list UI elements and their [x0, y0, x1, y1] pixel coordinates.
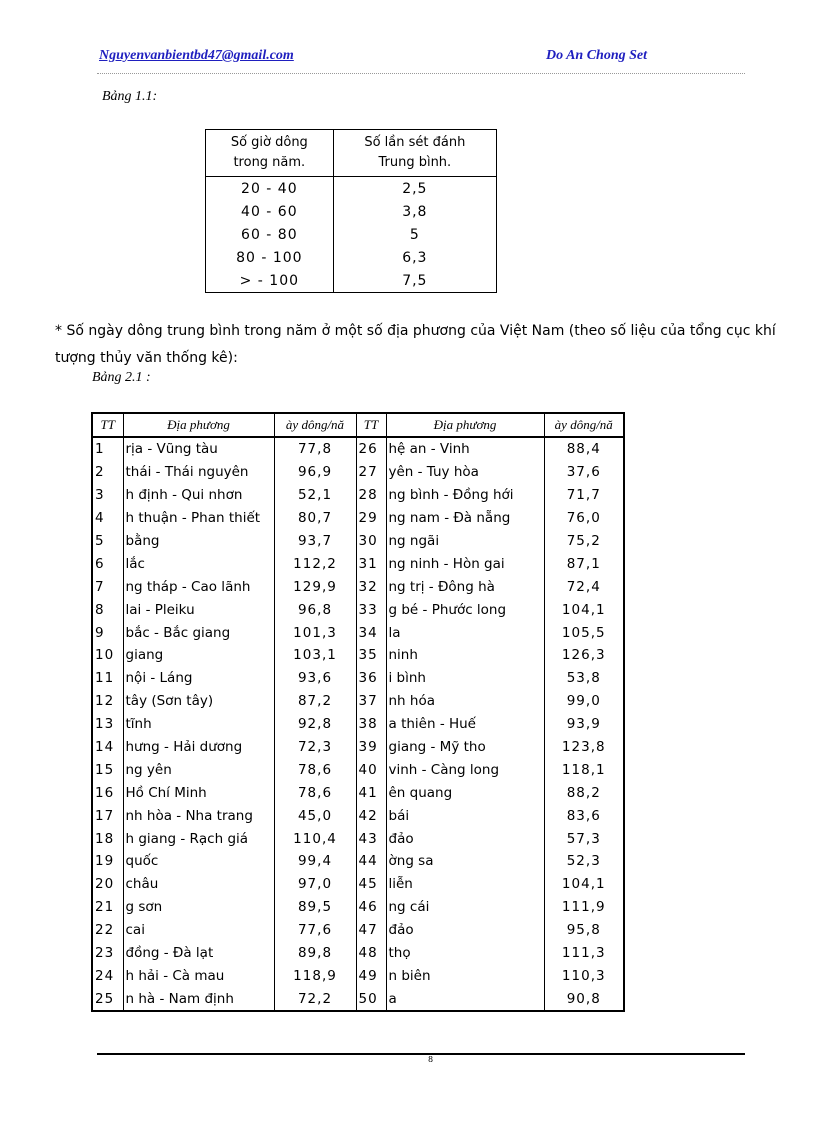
- storm-days-cell: 88,2: [544, 781, 624, 804]
- index-cell: 3: [92, 484, 123, 507]
- location-cell: g bé - Phước long: [386, 598, 544, 621]
- location-cell: ng tháp - Cao lãnh: [123, 575, 274, 598]
- location-cell: yên - Tuy hòa: [386, 461, 544, 484]
- location-cell: a: [386, 987, 544, 1011]
- location-cell: rịa - Vũng tàu: [123, 437, 274, 461]
- index-cell: 32: [356, 575, 386, 598]
- index-cell: 22: [92, 919, 123, 942]
- location-cell: ng bình - Đồng hới: [386, 484, 544, 507]
- location-cell: bằng: [123, 530, 274, 553]
- storm-days-cell: 90,8: [544, 987, 624, 1011]
- index-cell: 31: [356, 552, 386, 575]
- storm-days-cell: 77,6: [274, 919, 356, 942]
- storm-days-cell: 88,4: [544, 437, 624, 461]
- location-cell: i bình: [386, 667, 544, 690]
- location-cell: ng cái: [386, 896, 544, 919]
- table1-header-strikes: Số lần sét đánh Trung bình.: [333, 130, 496, 177]
- storm-days-cell: 112,2: [274, 552, 356, 575]
- strike-count-cell: 7,5: [333, 269, 496, 293]
- index-cell: 40: [356, 758, 386, 781]
- index-cell: 18: [92, 827, 123, 850]
- location-cell: ng yên: [123, 758, 274, 781]
- table-row: [206, 269, 497, 293]
- table-row: [92, 713, 624, 736]
- table-row: [92, 804, 624, 827]
- index-cell: 28: [356, 484, 386, 507]
- location-cell: châu: [123, 873, 274, 896]
- location-cell: nội - Láng: [123, 667, 274, 690]
- index-cell: 49: [356, 964, 386, 987]
- storm-days-cell: 118,9: [274, 964, 356, 987]
- table-row: [92, 667, 624, 690]
- table-row: [206, 246, 497, 269]
- storm-days-cell: 92,8: [274, 713, 356, 736]
- table-row: [206, 177, 497, 201]
- storm-days-cell: 93,7: [274, 530, 356, 553]
- location-cell: giang - Mỹ tho: [386, 736, 544, 759]
- index-cell: 6: [92, 552, 123, 575]
- location-cell: cai: [123, 919, 274, 942]
- table2-header-tt-right: TT: [356, 413, 386, 437]
- index-cell: 4: [92, 507, 123, 530]
- location-cell: ng ninh - Hòn gai: [386, 552, 544, 575]
- storm-days-cell: 111,3: [544, 942, 624, 965]
- location-cell: lai - Pleiku: [123, 598, 274, 621]
- index-cell: 14: [92, 736, 123, 759]
- footer-divider: [97, 1053, 745, 1055]
- storm-days-cell: 103,1: [274, 644, 356, 667]
- table-row: [92, 758, 624, 781]
- hours-range-cell: 20 - 40: [206, 177, 334, 201]
- index-cell: 24: [92, 964, 123, 987]
- index-cell: 46: [356, 896, 386, 919]
- storm-days-cell: 89,8: [274, 942, 356, 965]
- index-cell: 19: [92, 850, 123, 873]
- storm-days-cell: 89,5: [274, 896, 356, 919]
- storm-days-cell: 52,3: [544, 850, 624, 873]
- storm-days-cell: 87,1: [544, 552, 624, 575]
- table2-header-tt-left: TT: [92, 413, 123, 437]
- location-cell: hệ an - Vinh: [386, 437, 544, 461]
- storm-days-cell: 71,7: [544, 484, 624, 507]
- storm-days-cell: 129,9: [274, 575, 356, 598]
- storm-days-cell: 110,3: [544, 964, 624, 987]
- thunderstorm-hours-table: [205, 129, 497, 293]
- index-cell: 33: [356, 598, 386, 621]
- table2-header-place-right: Địa phương: [386, 413, 544, 437]
- index-cell: 26: [356, 437, 386, 461]
- index-cell: 12: [92, 690, 123, 713]
- storm-days-cell: 87,2: [274, 690, 356, 713]
- location-cell: a thiên - Huế: [386, 713, 544, 736]
- storm-days-cell: 123,8: [544, 736, 624, 759]
- table-row: [92, 919, 624, 942]
- storm-days-cell: 80,7: [274, 507, 356, 530]
- location-cell: đảo: [386, 919, 544, 942]
- location-cell: h thuận - Phan thiết: [123, 507, 274, 530]
- index-cell: 21: [92, 896, 123, 919]
- hours-range-cell: > - 100: [206, 269, 334, 293]
- index-cell: 9: [92, 621, 123, 644]
- thunderstorm-days-table: [91, 412, 625, 1012]
- index-cell: 20: [92, 873, 123, 896]
- index-cell: 10: [92, 644, 123, 667]
- storm-days-cell: 72,4: [544, 575, 624, 598]
- table2-header-days-right: ày dông/nă: [544, 413, 624, 437]
- storm-days-cell: 78,6: [274, 758, 356, 781]
- storm-days-cell: 77,8: [274, 437, 356, 461]
- location-cell: vinh - Càng long: [386, 758, 544, 781]
- location-cell: ng nam - Đà nẵng: [386, 507, 544, 530]
- storm-days-cell: 75,2: [544, 530, 624, 553]
- table-row: [92, 850, 624, 873]
- storm-days-cell: 105,5: [544, 621, 624, 644]
- storm-days-cell: 37,6: [544, 461, 624, 484]
- location-cell: ờng sa: [386, 850, 544, 873]
- header-email-link[interactable]: Nguyenvanbientbd47@gmail.com: [99, 48, 294, 63]
- table-row: [92, 690, 624, 713]
- table-row: [92, 873, 624, 896]
- table-row: [92, 552, 624, 575]
- index-cell: 8: [92, 598, 123, 621]
- storm-days-cell: 72,2: [274, 987, 356, 1011]
- index-cell: 30: [356, 530, 386, 553]
- location-cell: hưng - Hải dương: [123, 736, 274, 759]
- index-cell: 17: [92, 804, 123, 827]
- location-cell: la: [386, 621, 544, 644]
- table-row: [206, 200, 497, 223]
- table2-header-place-left: Địa phương: [123, 413, 274, 437]
- table-row: [92, 896, 624, 919]
- storm-days-cell: 93,6: [274, 667, 356, 690]
- index-cell: 38: [356, 713, 386, 736]
- location-cell: thái - Thái nguyên: [123, 461, 274, 484]
- index-cell: 25: [92, 987, 123, 1011]
- index-cell: 11: [92, 667, 123, 690]
- table1-caption: Bảng 1.1:: [102, 89, 158, 104]
- location-cell: giang: [123, 644, 274, 667]
- table-row: [92, 530, 624, 553]
- storm-days-cell: 99,4: [274, 850, 356, 873]
- table-row: [92, 621, 624, 644]
- storm-days-cell: 72,3: [274, 736, 356, 759]
- storm-days-cell: 78,6: [274, 781, 356, 804]
- location-cell: g sơn: [123, 896, 274, 919]
- table2-header-days-left: ày dông/nă: [274, 413, 356, 437]
- storm-days-cell: 101,3: [274, 621, 356, 644]
- location-cell: n biên: [386, 964, 544, 987]
- location-cell: thọ: [386, 942, 544, 965]
- index-cell: 15: [92, 758, 123, 781]
- index-cell: 7: [92, 575, 123, 598]
- storm-days-cell: 95,8: [544, 919, 624, 942]
- location-cell: tây (Sơn tây): [123, 690, 274, 713]
- table1-header-hours: Số giờ dông trong năm.: [206, 130, 334, 177]
- storm-days-cell: 99,0: [544, 690, 624, 713]
- index-cell: 37: [356, 690, 386, 713]
- storm-days-cell: 57,3: [544, 827, 624, 850]
- storm-days-cell: 53,8: [544, 667, 624, 690]
- location-cell: h định - Qui nhơn: [123, 484, 274, 507]
- location-cell: nh hóa: [386, 690, 544, 713]
- index-cell: 23: [92, 942, 123, 965]
- hours-range-cell: 60 - 80: [206, 223, 334, 246]
- location-cell: quốc: [123, 850, 274, 873]
- index-cell: 1: [92, 437, 123, 461]
- storm-days-cell: 96,9: [274, 461, 356, 484]
- header-document-title: Do An Chong Set: [546, 48, 648, 63]
- page-number: 8: [428, 1055, 434, 1064]
- location-cell: ng trị - Đông hà: [386, 575, 544, 598]
- table2-caption: Bảng 2.1 :: [92, 370, 151, 385]
- index-cell: 2: [92, 461, 123, 484]
- index-cell: 27: [356, 461, 386, 484]
- index-cell: 48: [356, 942, 386, 965]
- storm-days-cell: 118,1: [544, 758, 624, 781]
- table-row: [92, 461, 624, 484]
- table-row: [92, 484, 624, 507]
- table-row: [92, 598, 624, 621]
- storm-days-cell: 52,1: [274, 484, 356, 507]
- table-row: [92, 781, 624, 804]
- location-cell: n hà - Nam định: [123, 987, 274, 1011]
- index-cell: 47: [356, 919, 386, 942]
- storm-days-cell: 45,0: [274, 804, 356, 827]
- table-row: [92, 942, 624, 965]
- index-cell: 41: [356, 781, 386, 804]
- index-cell: 29: [356, 507, 386, 530]
- storm-days-cell: 97,0: [274, 873, 356, 896]
- location-cell: lắc: [123, 552, 274, 575]
- hours-range-cell: 40 - 60: [206, 200, 334, 223]
- storm-days-cell: 126,3: [544, 644, 624, 667]
- storm-days-cell: 93,9: [544, 713, 624, 736]
- strike-count-cell: 5: [333, 223, 496, 246]
- storm-days-cell: 110,4: [274, 827, 356, 850]
- storm-days-cell: 104,1: [544, 598, 624, 621]
- location-cell: nh hòa - Nha trang: [123, 804, 274, 827]
- location-cell: ng ngãi: [386, 530, 544, 553]
- index-cell: 34: [356, 621, 386, 644]
- intro-paragraph: * Số ngày dông trung bình trong năm ở một số địa phương của Việt Nam (theo số liệu của tổng cục khí tượng thủy văn thống kê):: [55, 323, 776, 366]
- table-row: [92, 827, 624, 850]
- location-cell: liễn: [386, 873, 544, 896]
- storm-days-cell: 76,0: [544, 507, 624, 530]
- index-cell: 44: [356, 850, 386, 873]
- strike-count-cell: 6,3: [333, 246, 496, 269]
- table-row: [92, 437, 624, 461]
- hours-range-cell: 80 - 100: [206, 246, 334, 269]
- index-cell: 36: [356, 667, 386, 690]
- index-cell: 13: [92, 713, 123, 736]
- location-cell: h hải - Cà mau: [123, 964, 274, 987]
- table-row: [92, 507, 624, 530]
- storm-days-cell: 104,1: [544, 873, 624, 896]
- index-cell: 16: [92, 781, 123, 804]
- index-cell: 35: [356, 644, 386, 667]
- table-row: [92, 575, 624, 598]
- index-cell: 50: [356, 987, 386, 1011]
- table-row: [92, 736, 624, 759]
- location-cell: Hồ Chí Minh: [123, 781, 274, 804]
- index-cell: 45: [356, 873, 386, 896]
- storm-days-cell: 111,9: [544, 896, 624, 919]
- header-divider: [97, 73, 745, 74]
- storm-days-cell: 83,6: [544, 804, 624, 827]
- location-cell: ên quang: [386, 781, 544, 804]
- table1-body: [206, 177, 497, 293]
- storm-days-cell: 96,8: [274, 598, 356, 621]
- location-cell: bái: [386, 804, 544, 827]
- strike-count-cell: 2,5: [333, 177, 496, 201]
- table-row: [92, 644, 624, 667]
- location-cell: h giang - Rạch giá: [123, 827, 274, 850]
- index-cell: 39: [356, 736, 386, 759]
- table-row: [92, 987, 624, 1011]
- table-row: [206, 223, 497, 246]
- index-cell: 43: [356, 827, 386, 850]
- index-cell: 42: [356, 804, 386, 827]
- strike-count-cell: 3,8: [333, 200, 496, 223]
- location-cell: đồng - Đà lạt: [123, 942, 274, 965]
- location-cell: ninh: [386, 644, 544, 667]
- location-cell: đảo: [386, 827, 544, 850]
- table2-body: [92, 437, 624, 1011]
- table-row: [92, 964, 624, 987]
- location-cell: bắc - Bắc giang: [123, 621, 274, 644]
- location-cell: tĩnh: [123, 713, 274, 736]
- index-cell: 5: [92, 530, 123, 553]
